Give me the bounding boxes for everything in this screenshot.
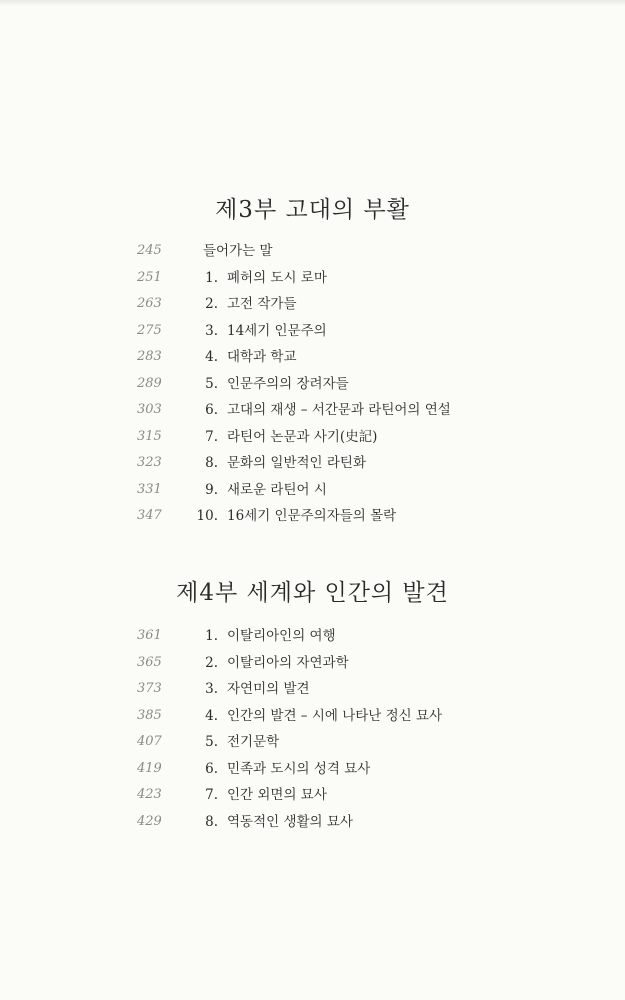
toc-chapter-title: 14세기 인문주의 (227, 322, 327, 339)
part-3-title: 제3부 고대의 부활 (215, 197, 410, 223)
toc-page-number: 245 (137, 243, 162, 258)
toc-chapter-number: 6. (205, 760, 218, 777)
toc-chapter-title: 고전 작가들 (227, 296, 297, 312)
toc-chapter-number: 1. (205, 628, 218, 644)
toc-page-number: 263 (137, 296, 162, 311)
toc-chapter-title: 자연미의 발견 (227, 681, 310, 697)
toc-page-number: 289 (137, 375, 162, 391)
toc-chapter-number: 5. (205, 734, 218, 750)
toc-entry (0, 291, 625, 318)
part-3-toc-list (0, 238, 625, 530)
toc-page-number: 361 (137, 628, 162, 643)
toc-chapter-number: 9. (205, 481, 218, 498)
toc-entry (0, 650, 625, 677)
toc-page-number: 407 (137, 734, 162, 749)
toc-entry (0, 318, 625, 345)
toc-page-number: 323 (137, 455, 162, 470)
toc-page-number: 365 (137, 654, 162, 670)
toc-chapter-title: 인문주의의 장려자들 (227, 375, 349, 392)
toc-entry (0, 676, 625, 703)
toc-page-number: 331 (137, 481, 162, 497)
toc-chapter-title: 인간의 발견 – 시에 나타난 정신 묘사 (227, 707, 443, 724)
toc-entry (0, 371, 625, 398)
toc-entry (0, 344, 625, 371)
toc-chapter-number: 4. (205, 349, 218, 365)
toc-chapter-number: 3. (205, 681, 218, 697)
toc-chapter-number: 8. (205, 455, 218, 471)
toc-entry (0, 397, 625, 424)
toc-chapter-number: 5. (205, 375, 218, 392)
part-4-title: 제4부 세계와 인간의 발견 (176, 580, 449, 606)
toc-chapter-title: 폐허의 도시 로마 (227, 269, 327, 286)
toc-chapter-title: 인간 외면의 묘사 (227, 787, 327, 803)
toc-chapter-title: 새로운 라틴어 시 (227, 481, 327, 498)
toc-chapter-number: 2. (205, 296, 218, 312)
toc-chapter-title: 민족과 도시의 성격 묘사 (227, 760, 371, 777)
toc-page-number: 315 (137, 428, 162, 444)
page-top-edge (0, 0, 625, 6)
toc-entry (0, 809, 625, 836)
toc-page-number: 419 (137, 760, 162, 776)
toc-chapter-number: 7. (205, 787, 218, 803)
toc-entry (0, 424, 625, 451)
toc-chapter-title: 문화의 일반적인 라틴화 (227, 455, 366, 471)
toc-chapter-number: 10. (196, 508, 218, 524)
toc-page-number: 385 (137, 707, 162, 723)
toc-chapter-title: 라틴어 논문과 사기(史記) (227, 428, 378, 445)
toc-entry (0, 729, 625, 756)
toc-entry (0, 623, 625, 650)
toc-chapter-title: 이탈리아인의 여행 (227, 628, 336, 644)
toc-entry (0, 703, 625, 730)
toc-entry (0, 782, 625, 809)
toc-page-number: 303 (137, 402, 162, 417)
toc-entry (0, 450, 625, 477)
toc-chapter-number: 4. (205, 707, 218, 724)
toc-chapter-title: 이탈리아의 자연과학 (227, 654, 349, 671)
toc-chapter-number: 7. (205, 428, 218, 445)
toc-chapter-number: 6. (205, 402, 218, 418)
toc-chapter-title: 들어가는 말 (203, 243, 273, 259)
toc-chapter-title: 대학과 학교 (227, 349, 297, 365)
toc-page-number: 275 (137, 322, 162, 338)
toc-chapter-number: 3. (205, 322, 218, 339)
toc-chapter-title: 16세기 인문주의자들의 몰락 (227, 508, 397, 524)
toc-chapter-number: 1. (205, 269, 218, 286)
toc-entry (0, 477, 625, 504)
toc-entry (0, 503, 625, 530)
part-4-toc-list (0, 623, 625, 835)
toc-page-number: 251 (137, 269, 162, 285)
toc-entry (0, 238, 625, 265)
toc-entry (0, 265, 625, 292)
toc-page-number: 429 (137, 813, 162, 829)
toc-chapter-title: 전기문학 (227, 734, 280, 750)
toc-page-number: 423 (137, 787, 162, 802)
toc-chapter-number: 2. (205, 654, 218, 671)
toc-page-number: 347 (137, 508, 162, 523)
toc-page-number: 373 (137, 681, 162, 696)
toc-page-number: 283 (137, 349, 162, 364)
toc-chapter-number: 8. (205, 813, 218, 830)
toc-entry (0, 756, 625, 783)
toc-chapter-title: 역동적인 생활의 묘사 (227, 813, 353, 830)
toc-chapter-title: 고대의 재생 – 서간문과 라틴어의 연설 (227, 402, 451, 418)
